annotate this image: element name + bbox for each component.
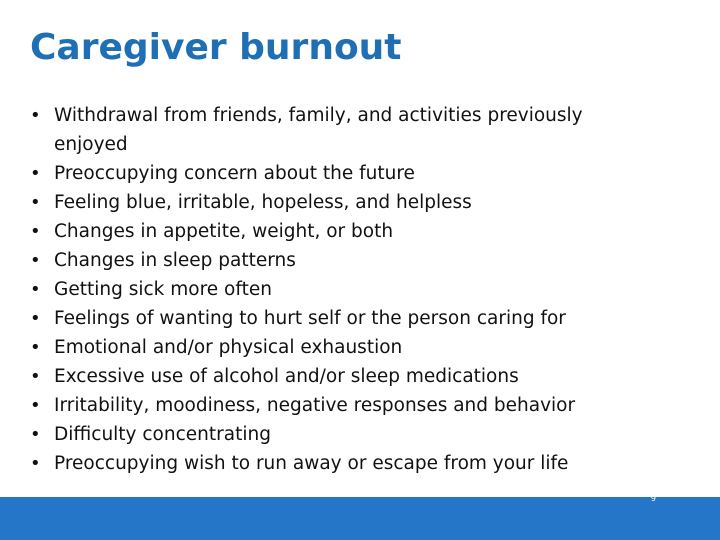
list-item bbox=[30, 275, 630, 304]
list-item bbox=[30, 188, 630, 217]
bullet-text: Difficulty concentrating bbox=[54, 424, 271, 445]
bullet-text: Changes in sleep patterns bbox=[54, 250, 296, 271]
list-item bbox=[30, 101, 630, 159]
bullet-text: Excessive use of alcohol and/or sleep medications bbox=[54, 366, 519, 387]
bullet-icon: • bbox=[30, 453, 41, 474]
list-item bbox=[30, 304, 630, 333]
bullet-icon: • bbox=[30, 163, 41, 184]
list-item bbox=[30, 362, 630, 391]
bullet-icon: • bbox=[30, 308, 41, 329]
bullet-icon: • bbox=[30, 366, 41, 387]
slide-title: Caregiver burnout bbox=[30, 27, 402, 68]
bullet-icon: • bbox=[30, 221, 41, 242]
bullet-icon: • bbox=[30, 105, 41, 126]
list-item bbox=[30, 420, 630, 449]
bullet-text: Getting sick more often bbox=[54, 279, 272, 300]
bullet-icon: • bbox=[30, 337, 41, 358]
bullet-icon: • bbox=[30, 279, 41, 300]
bullet-text: Feelings of wanting to hurt self or the person caring for bbox=[54, 308, 566, 329]
list-item bbox=[30, 159, 630, 188]
bullet-list bbox=[30, 101, 630, 478]
bullet-text: Preoccupying wish to run away or escape from your life bbox=[54, 453, 569, 474]
bullet-text: Preoccupying concern about the future bbox=[54, 163, 415, 184]
bullet-icon: • bbox=[30, 250, 41, 271]
bullet-text: Changes in appetite, weight, or both bbox=[54, 221, 394, 242]
bullet-text: Irritability, moodiness, negative responses and behavior bbox=[54, 395, 576, 416]
bullet-text: Feeling blue, irritable, hopeless, and helpless bbox=[54, 192, 472, 213]
list-item bbox=[30, 217, 630, 246]
bullet-text: Emotional and/or physical exhaustion bbox=[54, 337, 403, 358]
list-item bbox=[30, 449, 630, 478]
page-number: 9 bbox=[650, 494, 656, 503]
footer-bar bbox=[0, 497, 720, 540]
bullet-icon: • bbox=[30, 424, 41, 445]
list-item bbox=[30, 333, 630, 362]
list-item bbox=[30, 391, 630, 420]
list-item bbox=[30, 246, 630, 275]
bullet-text: Withdrawal from friends, family, and activities previously enjoyed bbox=[54, 105, 583, 155]
bullet-icon: • bbox=[30, 192, 41, 213]
bullet-icon: • bbox=[30, 395, 41, 416]
